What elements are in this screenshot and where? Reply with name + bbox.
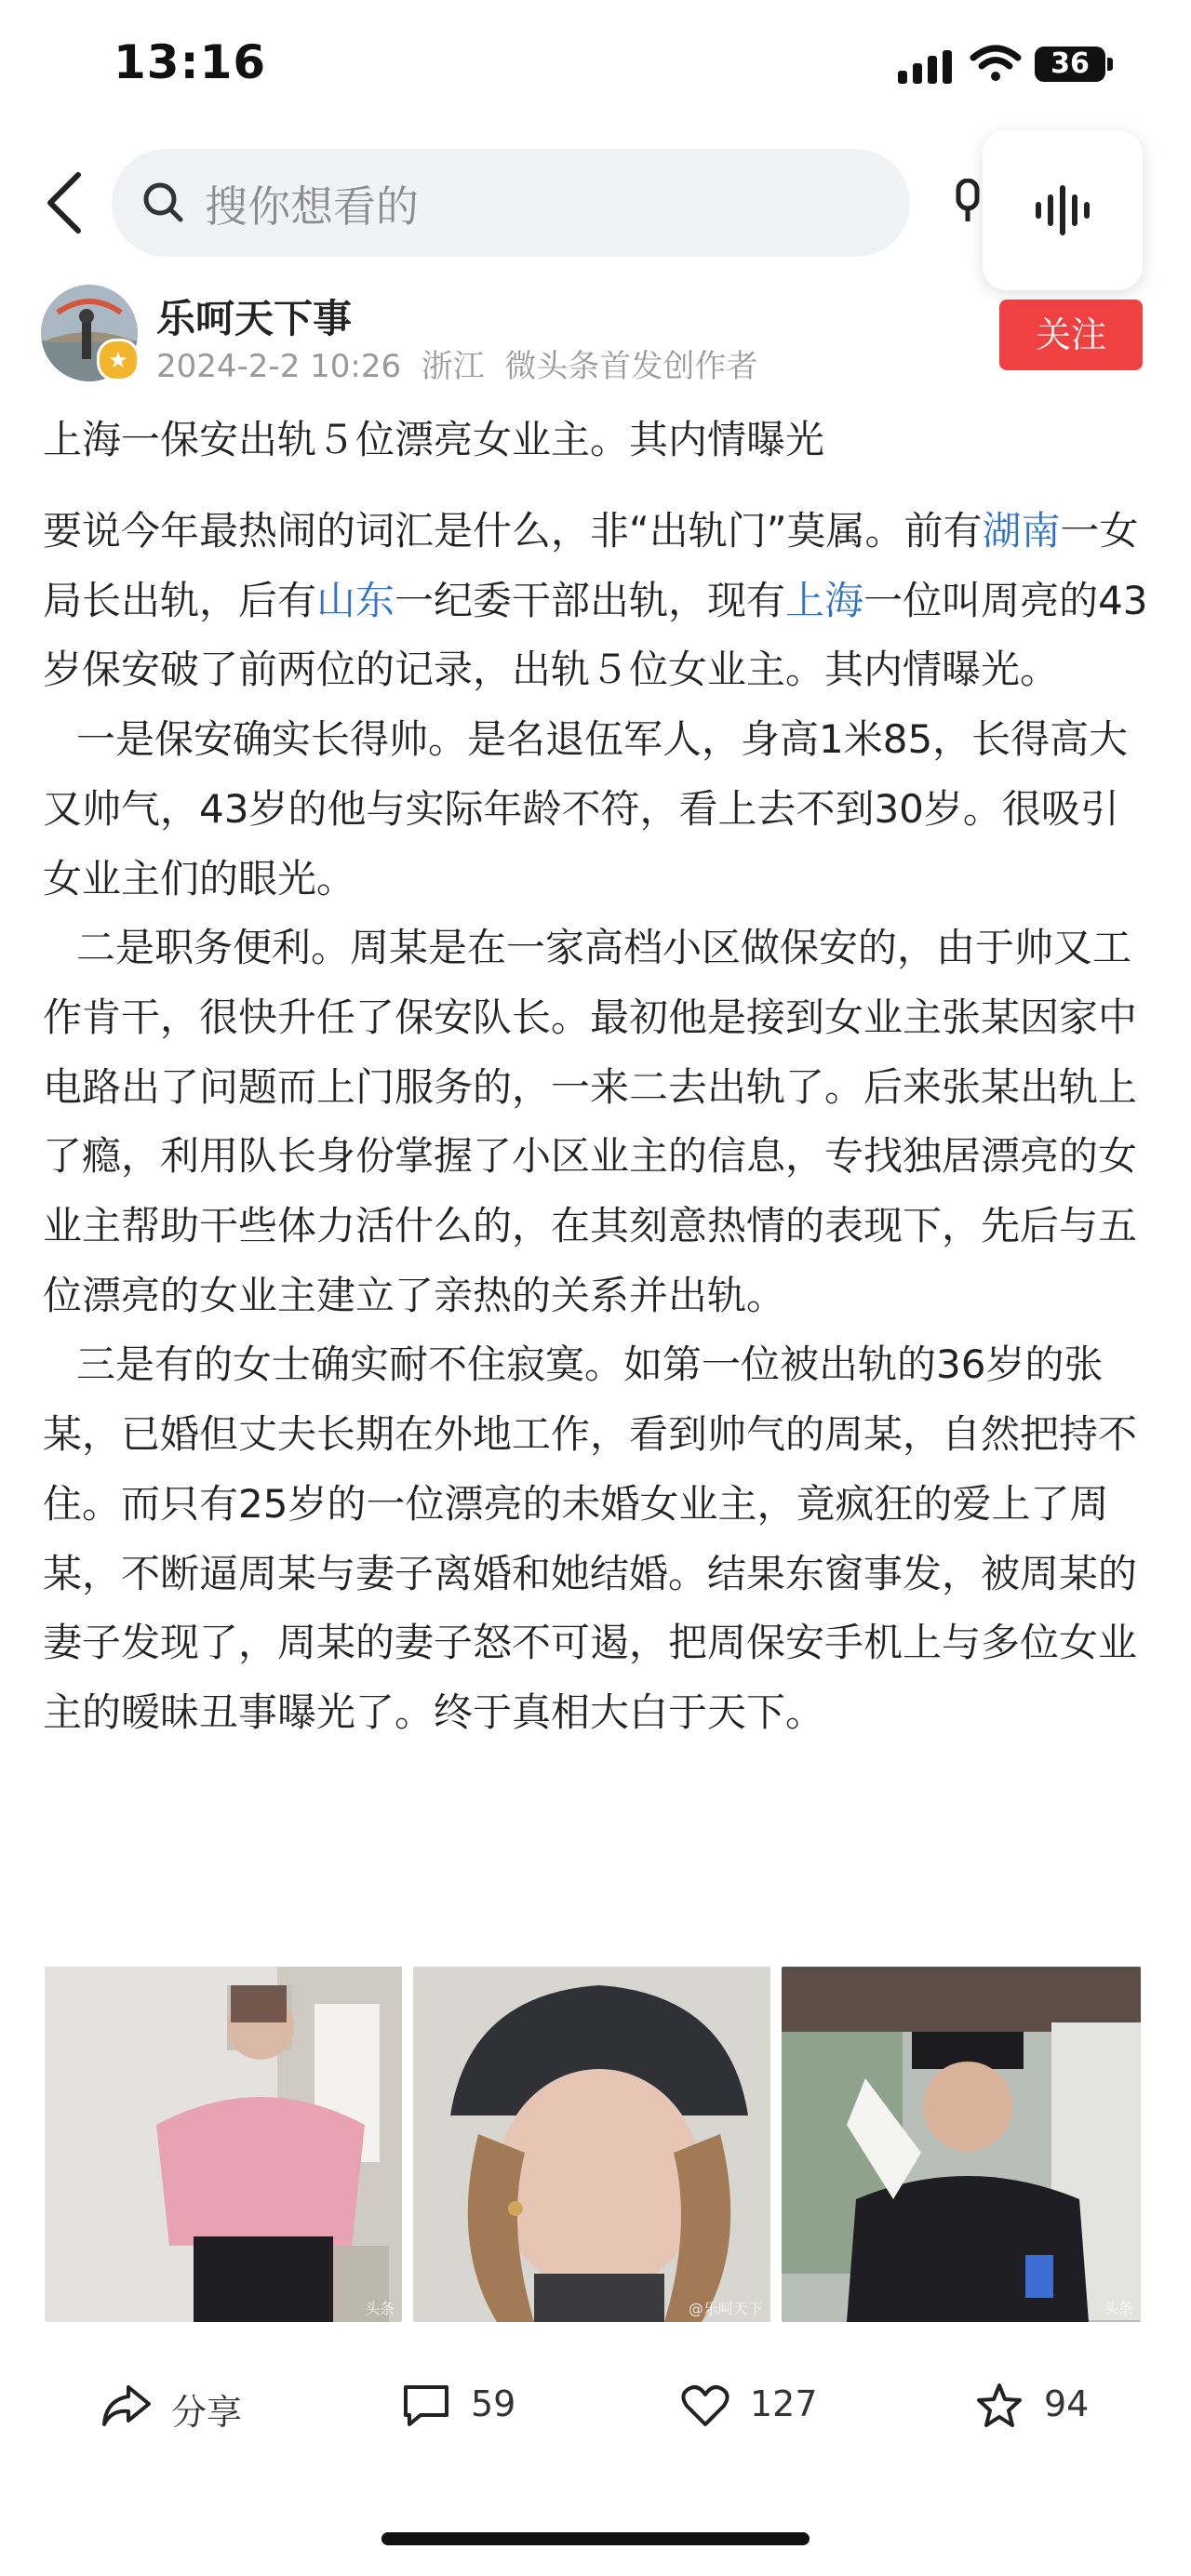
article-body xyxy=(43,497,1150,1748)
voice-wave-icon xyxy=(1033,182,1092,238)
paragraph-4 xyxy=(43,1330,1150,1747)
wifi-icon xyxy=(970,45,1022,82)
search-icon xyxy=(140,179,188,227)
paragraph-1 xyxy=(43,497,1150,705)
paragraph-2 xyxy=(43,705,1150,914)
favorite-count: 94 xyxy=(1044,2383,1090,2424)
like-button[interactable] xyxy=(679,2376,847,2436)
battery-tip xyxy=(1107,58,1113,71)
follow-button[interactable]: 关注 xyxy=(999,300,1143,370)
star-icon xyxy=(973,2382,1025,2430)
comment-count: 59 xyxy=(471,2383,516,2424)
paragraph-2-text: 一是保安确实长得帅。是名退伍军人，身高1米85，长得高大又帅气，43岁的他与实际年龄不符，看上去不到30岁。很吸引女业主们的眼光。 xyxy=(43,716,1129,901)
verified-badge-icon: ★ xyxy=(97,339,140,381)
topic-link-shanghai[interactable]: 上海 xyxy=(785,577,864,623)
comment-button[interactable] xyxy=(400,2376,549,2436)
author-meta: 2024-2-2 10:26 浙江 微头条首发创作者 xyxy=(156,348,758,385)
article-image-2[interactable]: @乐呵天下 xyxy=(413,1967,770,2322)
share-icon xyxy=(100,2382,153,2430)
article-image-1[interactable]: 头条 xyxy=(45,1967,402,2322)
comment-icon xyxy=(400,2382,452,2430)
cellular-signal-icon xyxy=(898,50,954,84)
search-placeholder: 搜你想看的 xyxy=(205,181,419,232)
heart-icon xyxy=(679,2382,731,2430)
paragraph-3 xyxy=(43,914,1150,1330)
back-arrow-icon[interactable] xyxy=(37,167,93,238)
paragraph-3-text: 二是职务便利。周某是在一家高档小区做保安的，由于帅又工作肯干，很快升任了保安队长。最初他是接到女业主张某因家中电路出了问题而上门服务的，一来二去出轨了。后来张某出轨上了瘾，利用队长身份掌握了小区业主的信息，专找独居漂亮的女业主帮助干些体力活什么的，在其刻意热情的表现下，先后与五位漂亮的女业主建立了亲热的关系并出轨。 xyxy=(43,925,1138,1318)
topic-link-shandong[interactable]: 山东 xyxy=(316,577,395,623)
share-button[interactable] xyxy=(100,2376,287,2436)
like-count: 127 xyxy=(750,2383,818,2424)
favorite-button[interactable] xyxy=(973,2376,1122,2436)
microphone-icon[interactable] xyxy=(955,179,983,223)
share-label: 分享 xyxy=(171,2392,243,2433)
status-time: 13:16 xyxy=(114,35,267,89)
author-name[interactable]: 乐呵天下事 xyxy=(156,296,353,341)
topic-link-hunan[interactable]: 湖南 xyxy=(982,508,1061,554)
battery-level: 36 xyxy=(1035,47,1105,82)
paragraph-4-text: 三是有的女士确实耐不住寂寞。如第一位被出轨的36岁的张某，已婚但丈夫长期在外地工作，看到帅气的周某，自然把持不住。而只有25岁的一位漂亮的未婚女业主，竟疯狂的爱上了周某，不断逼周某与妻子离婚和她结婚。结果东窗事发，被周某的妻子发现了，周某的妻子怒不可遏，把周保安手机上与多位女业主的暧昧丑事曝光了。终于真相大白于天下。 xyxy=(43,1341,1138,1735)
article-title: 上海一保安出轨５位漂亮女业主。其内情曝光 xyxy=(43,417,825,462)
paragraph-1-text-b: 一女局长出轨，后有 xyxy=(43,508,1139,623)
article-image-3[interactable]: 头条 xyxy=(782,1967,1141,2322)
home-indicator[interactable] xyxy=(381,2532,810,2545)
paragraph-1-text-a: 要说今年最热闹的词汇是什么，非“出轨门”莫属。前有 xyxy=(43,508,983,554)
paragraph-1-text-c: 一纪委干部出轨，现有 xyxy=(395,577,786,623)
paragraph-1-text-d: 一位叫周亮的43岁保安破了前两位的记录，出轨５位女业主。其内情曝光。 xyxy=(43,577,1148,693)
